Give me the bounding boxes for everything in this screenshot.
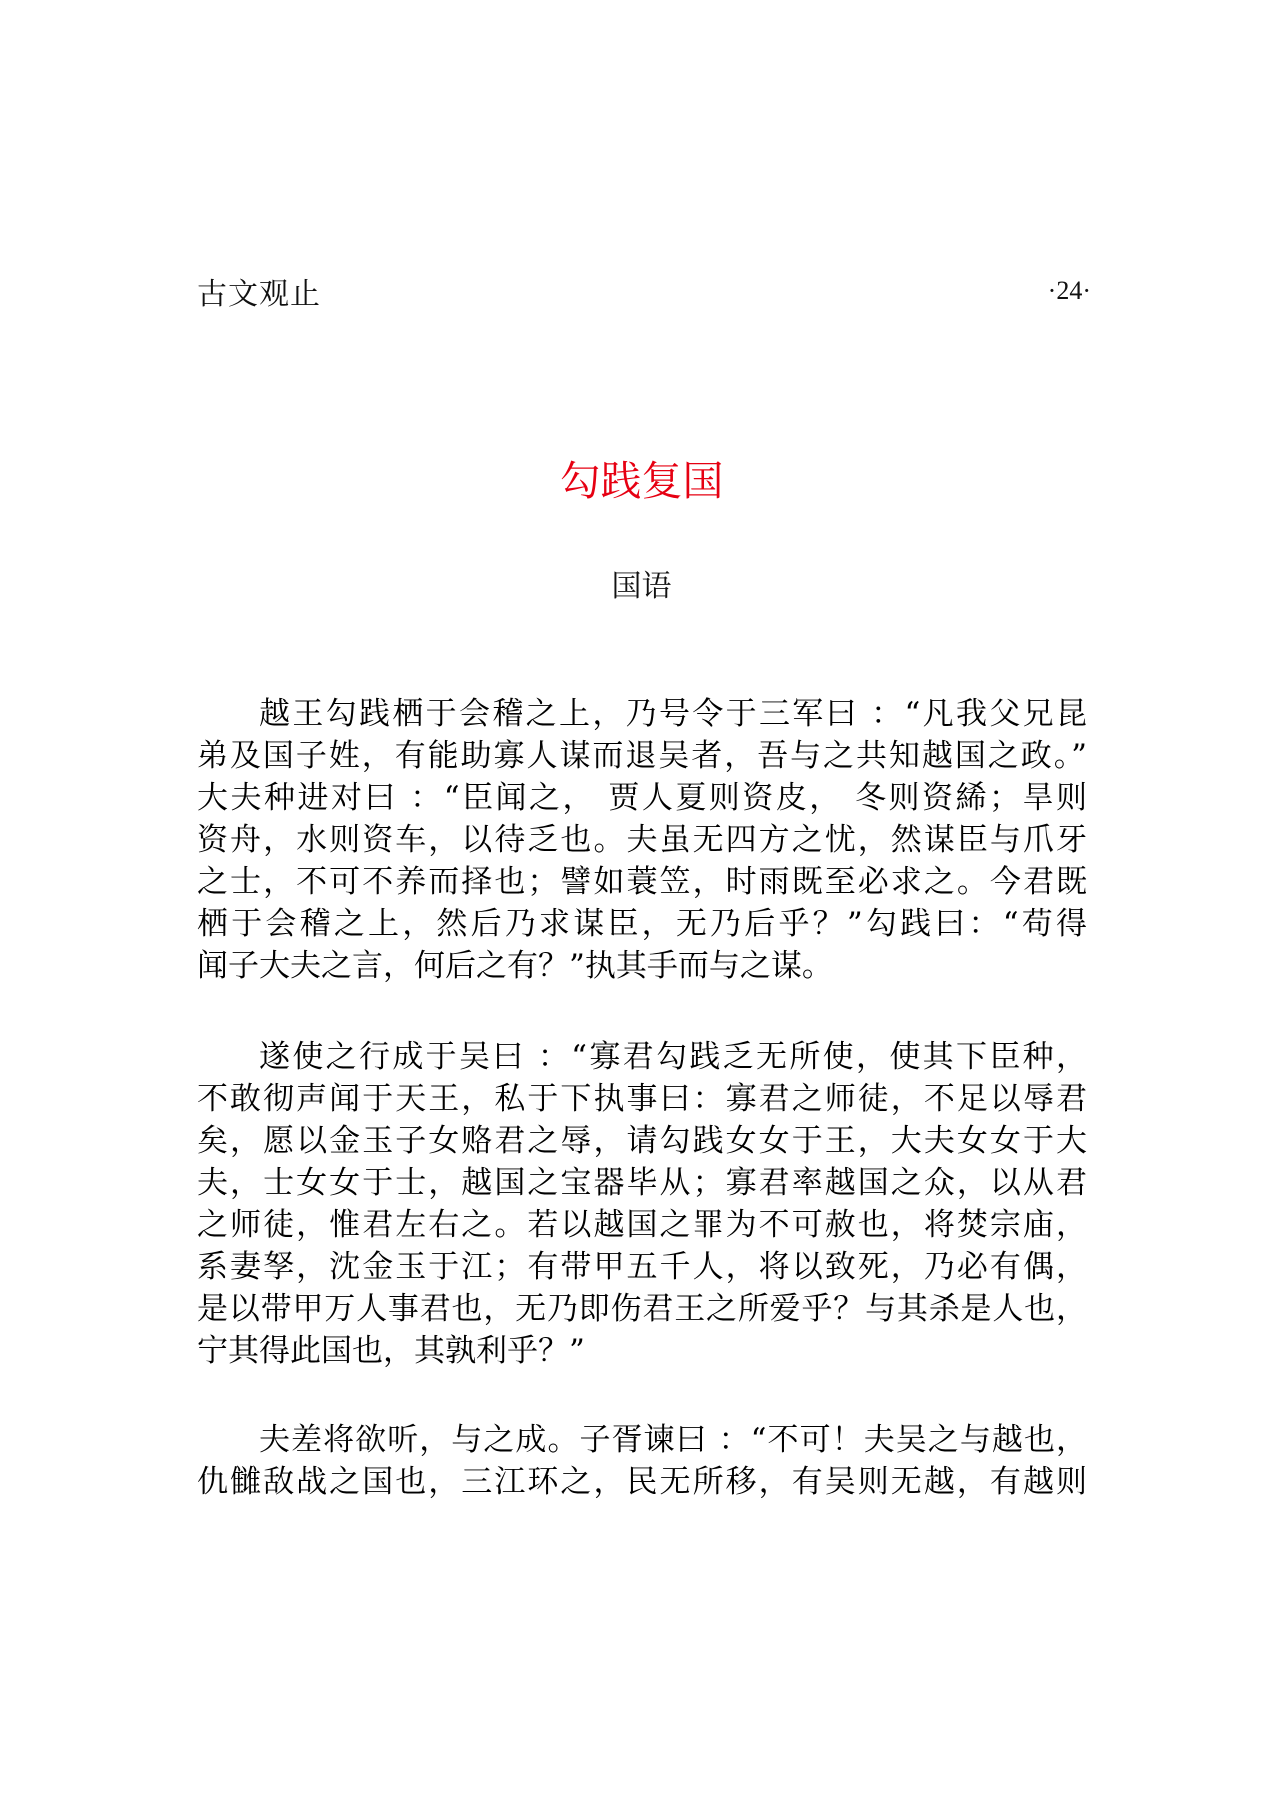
paragraph <box>197 1036 1087 1372</box>
article-source: 国语 <box>611 569 672 604</box>
paragraph-line: 弟及国子姓，有能助寡人谋而退吴者，吾与之共知越国之政。” <box>197 738 1087 774</box>
paragraph-line: 夫差将欲听，与之成。子胥谏曰 ：“不可！夫吴之与越也， <box>259 1422 1087 1458</box>
paragraph-line: 栖于会稽之上，然后乃求谋臣，无乃后乎？”勾践曰：“苟得 <box>197 906 1087 942</box>
paragraph-line: 系妻孥，沈金玉于江；有带甲五千人，将以致死，乃必有偶， <box>197 1249 1087 1285</box>
paragraph-line: 大夫种进对曰 ：“臣闻之， 贾人夏则资皮， 冬则资絺；旱则 <box>197 780 1087 816</box>
paragraph <box>197 1419 1087 1503</box>
paragraph-line: 越王勾践栖于会稽之上，乃号令于三军曰 ：“凡我父兄昆 <box>259 696 1087 732</box>
page-number: ·24· <box>1047 276 1091 305</box>
paragraph-line: 之师徒，惟君左右之。若以越国之罪为不可赦也，将焚宗庙， <box>197 1207 1087 1243</box>
paragraph-line: 之士，不可不养而择也；譬如蓑笠，时雨既至必求之。今君既 <box>197 864 1087 900</box>
paragraph-line: 是以带甲万人事君也，无乃即伤君王之所爱乎？与其杀是人也， <box>197 1291 1087 1327</box>
article-title: 勾践复国 <box>559 457 724 505</box>
paragraph-line: 宁其得此国也，其孰利乎？” <box>197 1333 585 1369</box>
paragraph-line: 夫，士女女于士，越国之宝器毕从；寡君率越国之众，以从君 <box>197 1165 1087 1201</box>
paragraph-line: 闻子大夫之言，何后之有？”执其手而与之谋。 <box>197 948 833 984</box>
running-header <box>197 270 1091 312</box>
paragraph-line: 矣，愿以金玉子女赂君之辱，请勾践女女于王，大夫女女于大 <box>197 1123 1087 1159</box>
paragraph <box>197 693 1087 987</box>
paragraph-line: 不敢彻声闻于天王，私于下执事曰：寡君之师徒，不足以辱君 <box>197 1081 1087 1117</box>
paragraph-line: 遂使之行成于吴曰 ：“寡君勾践乏无所使，使其下臣种， <box>259 1039 1087 1075</box>
paragraph-line: 资舟，水则资车，以待乏也。夫虽无四方之忧，然谋臣与爪牙 <box>197 822 1087 858</box>
paragraph-line: 仇雠敌战之国也，三江环之，民无所移，有吴则无越，有越则 <box>197 1464 1087 1500</box>
book-title: 古文观止 <box>197 277 321 312</box>
